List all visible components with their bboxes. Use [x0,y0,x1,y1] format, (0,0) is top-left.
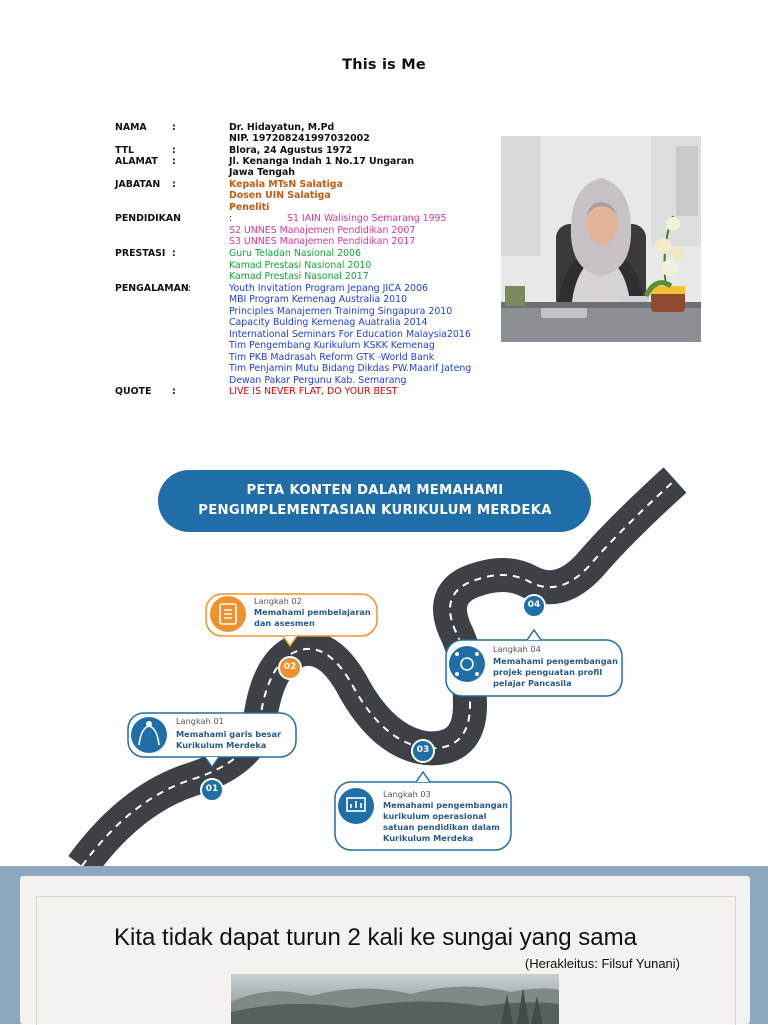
step-desc-02 [254,607,371,629]
step-desc-03 [383,800,508,844]
colon: : [188,283,192,294]
value-pengalaman: Dewan Pakar Pergunu Kab. Semarang [229,375,407,386]
value-prestasi: Kamad Prestasi Nasonal 2017 [229,271,369,282]
value-alamat-1: Jl. Kenanga Indah 1 No.17 Ungaran [229,156,414,167]
step-desc-line: Memahami pembelajaran [254,607,371,617]
step-tag-01: Langkah 01 [176,716,224,726]
label-alamat: ALAMAT [115,156,158,167]
value-pengalaman: Tim Penjamin Mutu Bidang Dikdas PW.Maarif Jateng [229,363,472,374]
value-nip: NIP. 197208241997032002 [229,133,370,144]
step-desc-04 [493,656,618,689]
value-prestasi: Kamad Prestasi Nasional 2010 [229,260,372,271]
label-pendidikan: PENDIDIKAN [115,213,182,224]
roadmap-title-line1: PETA KONTEN DALAM MEMAHAMI [246,483,504,498]
value-pengalaman: Tim PKB Madrasah Reform GTK -World Bank [229,352,435,363]
colon: : [229,213,233,224]
profile-slide [0,0,768,440]
label-prestasi: PRESTASI [115,248,166,259]
landscape-image [231,974,559,1024]
label-jabatan: JABATAN [115,179,161,190]
value-pengalaman: Youth Invitation Program Jepang JICA 2006 [229,283,428,294]
step-desc-line: Memahami pengembangan [383,800,508,810]
step-desc-line: kurikulum operasional [383,811,487,821]
label-quote: QUOTE [115,386,152,397]
profile-photo [501,136,701,342]
label-nama: NAMA [115,122,147,133]
value-pendidikan: S2 UNNES Manajemen Pendidikan 2007 [229,225,416,236]
value-pengalaman: Principles Manajemen Trainimg Singapura 2010 [229,306,453,317]
colon: : [172,122,176,133]
value-pendidikan: S1 IAIN Walisingo Semarang 1995 [287,213,447,224]
value-pengalaman: Capacity Bulding Kemenag Auatralia 2014 [229,317,428,328]
step-tag-04: Langkah 04 [493,644,541,654]
step-desc-line: Kurikulum Merdeka [383,833,474,843]
quote-source: (Herakleitus: Filsuf Yunani) [524,956,680,971]
value-ttl: Blora, 24 Agustus 1972 [229,145,353,156]
value-alamat-2: Jawa Tengah [229,167,295,178]
colon: : [172,156,176,167]
step-tag-03: Langkah 03 [383,789,431,799]
value-jabatan: Dosen UIN Salatiga [229,190,331,201]
label-pengalaman: PENGALAMAN [115,283,189,294]
step-desc-line: Memahami pengembangan [493,656,618,666]
step-desc-line: satuan pendidikan dalam [383,822,500,832]
colon: : [172,179,176,190]
step-desc-01 [176,729,281,751]
colon: : [172,386,176,397]
step-tag-02: Langkah 02 [254,596,302,606]
quote-text: Kita tidak dapat turun 2 kali ke sungai yang sama [114,924,637,951]
value-pengalaman: International Seminars For Education Malaysia2016 [229,329,471,340]
value-pengalaman: MBI Program Kemenag Australia 2010 [229,294,408,305]
step-desc-line: projek penguatan profil [493,667,603,677]
value-nama: Dr. Hidayatun, M.Pd [229,122,335,133]
colon: : [172,145,176,156]
value-jabatan: Kepala MTsN Salatiga [229,179,343,190]
step-desc-line: pelajar Pancasila [493,678,572,688]
profile-title: This is Me [342,57,426,73]
step-desc-line: dan asesmen [254,618,315,628]
label-ttl: TTL [115,145,134,156]
value-pengalaman: Tim Pengembang Kurikulum KSKK Kemenag [229,340,435,351]
step-number-03: 03 [416,745,430,755]
colon: : [172,248,176,259]
step-desc-line: Memahami garis besar [176,729,282,739]
step-number-01: 01 [205,784,219,794]
roadmap-title-line2: PENGIMPLEMENTASIAN KURIKULUM MERDEKA [198,503,552,518]
step-number-02: 02 [283,662,297,672]
step-number-04: 04 [527,600,541,610]
value-jabatan: Peneliti [229,202,270,213]
value-pendidikan: S3 UNNES Manajemen Pendidikan 2017 [229,236,416,247]
value-prestasi: Guru Teladan Nasional 2006 [229,248,361,259]
value-quote: LIVE IS NEVER FLAT, DO YOUR BEST [229,386,398,397]
step-desc-line: Kurikulum Merdeka [176,740,267,750]
